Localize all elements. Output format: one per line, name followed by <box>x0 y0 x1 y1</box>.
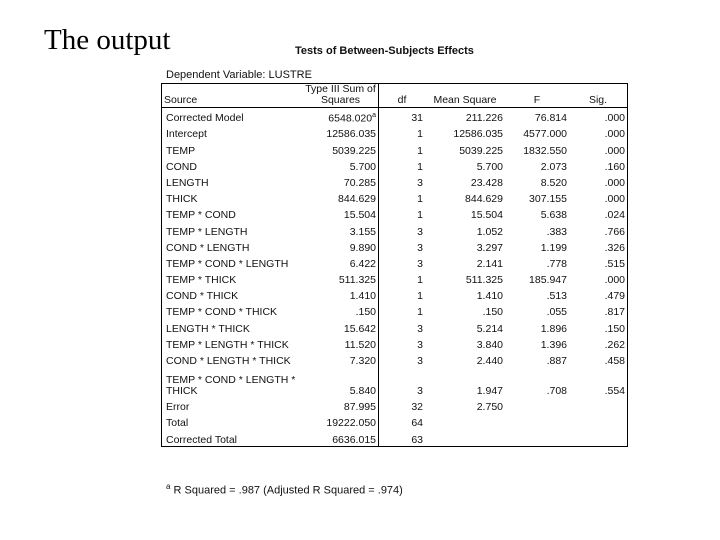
cell-sig: .326 <box>604 241 625 254</box>
cell-df: 3 <box>417 257 423 270</box>
cell-f: 1832.550 <box>523 144 567 157</box>
cell-mean-square <box>425 429 505 446</box>
cell-mean-square: 1.947 <box>476 385 503 398</box>
cell-sig: .160 <box>604 160 625 173</box>
cell-sum-of-squares <box>303 108 379 125</box>
cell-sig: .515 <box>604 257 625 270</box>
cell-mean-square: 844.629 <box>465 193 503 206</box>
cell-f: 1.396 <box>540 338 567 351</box>
cell-f: .513 <box>546 290 567 303</box>
cell-source: COND * THICK <box>166 290 239 303</box>
cell-sig: .000 <box>604 274 625 287</box>
cell-f: .778 <box>546 257 567 270</box>
cell-mean-square <box>425 413 505 429</box>
cell-df: 3 <box>417 355 423 368</box>
cell-f: 2.073 <box>540 160 567 173</box>
cell-sum-of-squares: 70.285 <box>303 173 379 189</box>
cell-f <box>505 413 569 429</box>
cell-sum-of-squares: 15.504 <box>303 205 379 221</box>
cell-sig: .024 <box>604 209 625 222</box>
cell-sum-of-squares: 7.320 <box>303 351 379 367</box>
table-row <box>162 318 628 334</box>
cell-value: 6548.020 <box>328 112 373 125</box>
cell-f: 307.155 <box>529 193 567 206</box>
cell-sum-of-squares: 5.700 <box>303 157 379 173</box>
table-row <box>162 221 628 237</box>
cell-f: .708 <box>546 385 567 398</box>
cell-df: 64 <box>411 417 423 430</box>
cell-sum-of-squares: 1.410 <box>303 286 379 302</box>
table-row <box>162 173 628 189</box>
cell-mean-square: 3.840 <box>476 338 503 351</box>
cell-mean-square: 5039.225 <box>459 144 503 157</box>
cell-source: TEMP * COND * LENGTH <box>166 257 289 270</box>
cell-f: 4577.000 <box>523 128 567 141</box>
cell-sum-of-squares: 844.629 <box>303 189 379 205</box>
cell-df: 3 <box>417 385 423 398</box>
cell-sig: .000 <box>604 144 625 157</box>
header-f: F <box>533 94 541 107</box>
table-title: Tests of Between-Subjects Effects <box>295 45 474 57</box>
cell-df: 1 <box>417 306 423 319</box>
table-row <box>162 270 628 286</box>
table-row <box>162 205 628 221</box>
cell-source: TEMP <box>166 144 196 157</box>
table-row <box>162 351 628 367</box>
cell-f: 1.199 <box>540 241 567 254</box>
cell-sum-of-squares: .150 <box>303 302 379 318</box>
cell-source: TEMP * COND * LENGTH * THICK <box>166 374 296 398</box>
cell-mean-square: 3.297 <box>476 241 503 254</box>
cell-mean-square: .150 <box>482 306 503 319</box>
cell-mean-square: 5.214 <box>476 322 503 335</box>
cell-mean-square: 2.750 <box>476 401 503 414</box>
footnote-marker: a <box>166 482 171 491</box>
cell-source: COND <box>166 160 197 173</box>
cell-df: 3 <box>417 338 423 351</box>
cell-source: Corrected Model <box>166 112 244 125</box>
cell-sum-of-squares: 5.840 <box>303 367 379 397</box>
cell-mean-square: 12586.035 <box>453 128 503 141</box>
slide-title: The output <box>44 24 171 56</box>
cell-sum-of-squares: 6636.015 <box>303 429 379 446</box>
cell-f: 76.814 <box>534 112 567 125</box>
cell-sig: .000 <box>604 128 625 141</box>
table-row <box>162 397 628 413</box>
header-df: df <box>397 94 407 107</box>
cell-df: 1 <box>417 144 423 157</box>
table-row <box>162 238 628 254</box>
table-row <box>162 286 628 302</box>
header-sum-of-squares: Type III Sum of Squares <box>303 84 379 108</box>
cell-sig <box>569 413 628 429</box>
cell-sig <box>569 397 628 413</box>
table-row <box>162 124 628 140</box>
cell-df: 1 <box>417 209 423 222</box>
cell-df: 3 <box>417 322 423 335</box>
table-row <box>162 429 628 446</box>
cell-df: 1 <box>417 290 423 303</box>
header-sig: Sig. <box>588 94 608 107</box>
table-row <box>162 413 628 429</box>
cell-f <box>505 397 569 413</box>
table-row <box>162 189 628 205</box>
cell-df: 63 <box>411 433 423 446</box>
cell-sig: .817 <box>604 306 625 319</box>
cell-df: 1 <box>417 160 423 173</box>
header-mean-square: Mean Square <box>433 94 497 107</box>
cell-sig: .000 <box>604 176 625 189</box>
cell-mean-square: 2.141 <box>476 257 503 270</box>
table-row <box>162 157 628 173</box>
cell-sum-of-squares: 12586.035 <box>303 124 379 140</box>
cell-sig: .554 <box>604 385 625 398</box>
cell-df: 31 <box>411 112 423 125</box>
cell-source: Corrected Total <box>166 433 238 446</box>
cell-df: 1 <box>417 274 423 287</box>
cell-sum-of-squares: 19222.050 <box>303 413 379 429</box>
footnote-ref: a <box>372 111 376 119</box>
cell-source: TEMP * THICK <box>166 274 237 287</box>
cell-df: 1 <box>417 128 423 141</box>
cell-source: TEMP * LENGTH <box>166 225 248 238</box>
cell-sum-of-squares: 511.325 <box>303 270 379 286</box>
cell-df: 3 <box>417 225 423 238</box>
table-row <box>162 367 628 397</box>
cell-source: TEMP * COND * THICK <box>166 306 278 319</box>
table-row <box>162 254 628 270</box>
cell-sig: .000 <box>604 193 625 206</box>
cell-df: 32 <box>411 401 423 414</box>
cell-df: 3 <box>417 176 423 189</box>
cell-sum-of-squares: 6.422 <box>303 254 379 270</box>
cell-mean-square: 5.700 <box>476 160 503 173</box>
cell-source: Intercept <box>166 128 207 141</box>
cell-sum-of-squares: 15.642 <box>303 318 379 334</box>
cell-df: 3 <box>417 241 423 254</box>
header-source: Source <box>164 94 198 107</box>
cell-source: COND * LENGTH * THICK <box>166 355 291 368</box>
cell-sum-of-squares: 11.520 <box>303 335 379 351</box>
cell-f <box>505 429 569 446</box>
cell-source: THICK <box>166 193 198 206</box>
cell-sig: .000 <box>604 112 625 125</box>
cell-mean-square: 511.325 <box>465 274 503 287</box>
cell-f: 8.520 <box>540 176 567 189</box>
cell-f: 1.896 <box>540 322 567 335</box>
footnote-text: R Squared = .987 (Adjusted R Squared = .974) <box>173 484 403 497</box>
cell-sum-of-squares: 5039.225 <box>303 140 379 156</box>
cell-source: LENGTH * THICK <box>166 322 250 335</box>
cell-mean-square: 15.504 <box>470 209 503 222</box>
cell-f: 185.947 <box>529 274 567 287</box>
cell-sig: .458 <box>604 355 625 368</box>
cell-sig <box>569 429 628 446</box>
cell-source: Total <box>166 417 189 430</box>
footnote <box>166 482 403 497</box>
cell-source: Error <box>166 401 190 414</box>
cell-source: COND * LENGTH <box>166 241 250 254</box>
cell-mean-square: 2.440 <box>476 355 503 368</box>
cell-source: TEMP * COND <box>166 209 236 222</box>
cell-source: LENGTH <box>166 176 209 189</box>
anova-table <box>161 83 628 447</box>
dependent-variable-label: Dependent Variable: LUSTRE <box>166 69 312 81</box>
cell-f: .383 <box>546 225 567 238</box>
cell-source: TEMP * LENGTH * THICK <box>166 338 289 351</box>
cell-mean-square: 211.226 <box>465 112 503 125</box>
cell-f: 5.638 <box>540 209 567 222</box>
cell-sig: .150 <box>604 322 625 335</box>
header-row <box>162 84 628 108</box>
cell-mean-square: 23.428 <box>470 176 503 189</box>
cell-mean-square: 1.410 <box>476 290 503 303</box>
cell-f: .887 <box>546 355 567 368</box>
cell-sum-of-squares: 3.155 <box>303 221 379 237</box>
cell-sig: .479 <box>604 290 625 303</box>
cell-df: 1 <box>417 193 423 206</box>
cell-sum-of-squares: 87.995 <box>303 397 379 413</box>
cell-sum-of-squares: 9.890 <box>303 238 379 254</box>
table-row <box>162 140 628 156</box>
cell-mean-square: 1.052 <box>476 225 503 238</box>
table-body <box>162 108 628 447</box>
cell-f: .055 <box>546 306 567 319</box>
table-row <box>162 302 628 318</box>
table-row <box>162 108 628 125</box>
cell-sig: .766 <box>604 225 625 238</box>
table-row <box>162 335 628 351</box>
cell-sig: .262 <box>604 338 625 351</box>
